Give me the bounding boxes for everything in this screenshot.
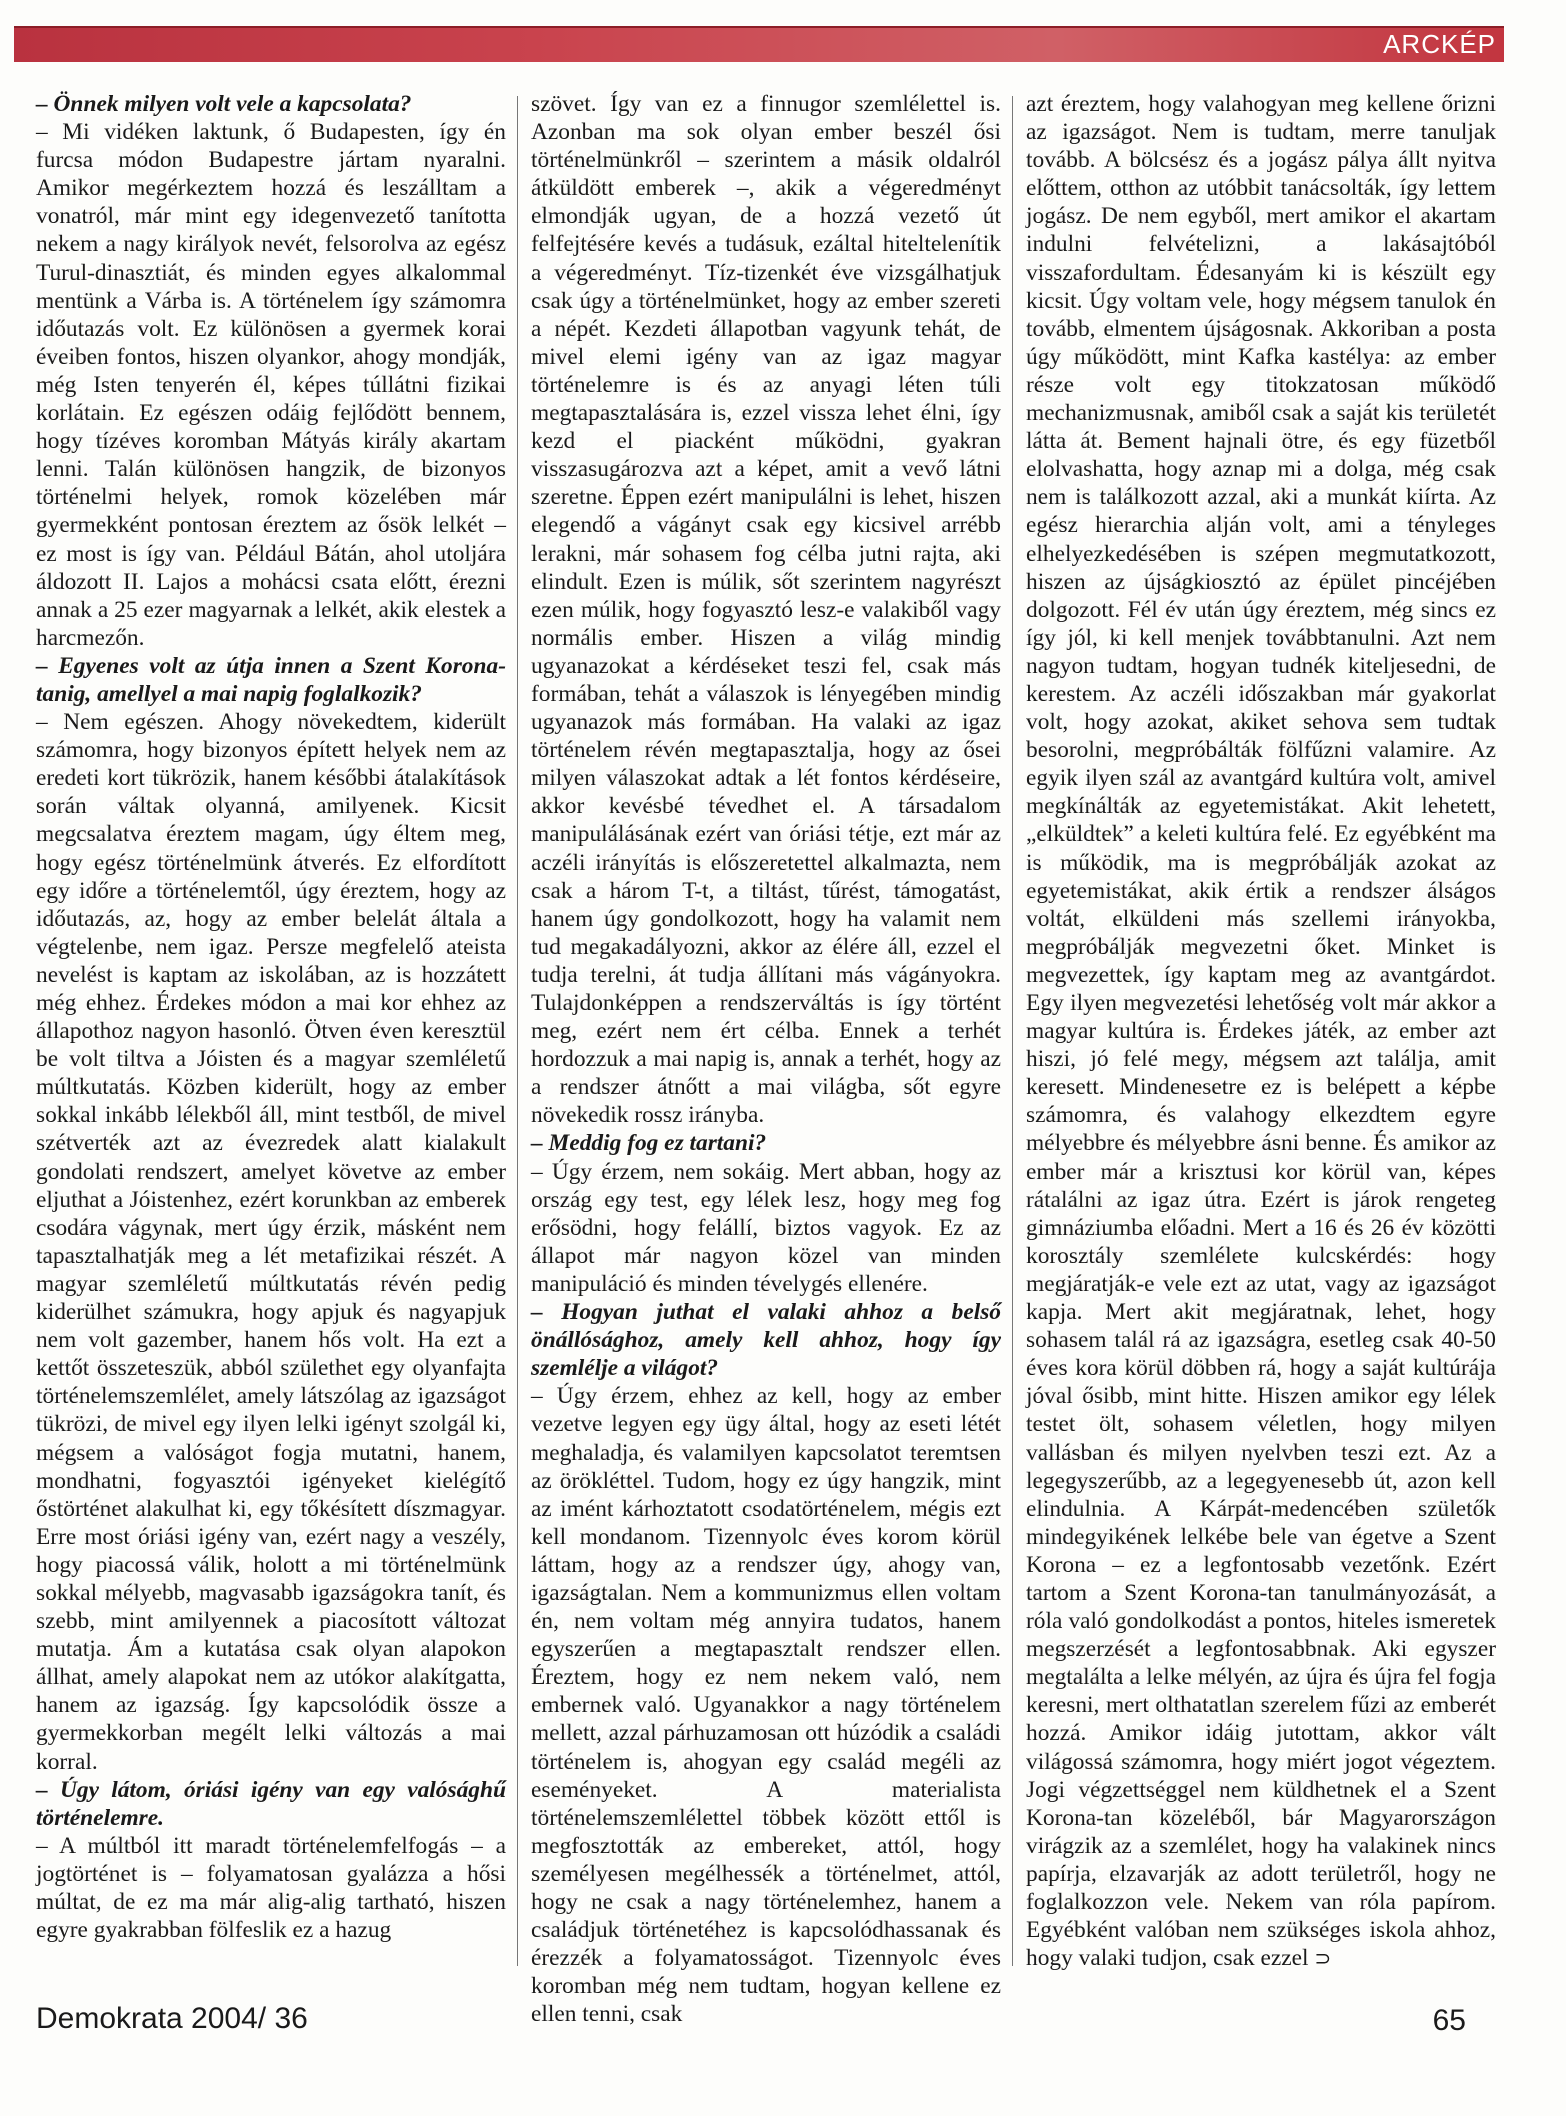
interview-question: – Meddig fog ez tartani?	[531, 1130, 767, 1157]
interview-answer: – Úgy érzem, ehhez az kell, hogy az ember vezetve legyen egy ügy által, hogy az eseti létét meghaladja, és valamilyen kapcsolatot teremtsen az örökléttel. Tudom, hogy ez úgy hangzik, mint az imént kárhoztatott csodatörténelem, mégis ezt kell mondanom. Tizennyolc éves korom körül láttam, hogy az a rendszer úgy, ahogy van, igazságtalan. Nem a kommunizmus ellen voltam én, nem voltam még annyira tudatos, hanem egyszerűen a megtapasztalt rendszer ellen. Éreztem, hogy ez nem nekem való, nem embernek való. Ugyanakkor a nagy történelem mellett, azzal párhuzamosan ott húzódik a családi történelem is, ahogyan egy család megéli az eseményeket. A materialista történelemszemlélettel többek között ettől is megfosztották az embereket, attól, hogy személyesen megélhessék a történelmet, attól, hogy ne csak a nagy történelemhez, hanem a családjuk történetéhez is kapcsolódhassanak és érezzék a folyamatosságot. Tizennyolc éves koromban még nem tudtam, hogyan kellene ez ellen tenni, csak	[531, 1383, 1001, 2028]
interview-answer: – A múltból itt maradt történelemfelfogás – a jogtörténet is – folyamatosan gyalázza a hősi múltat, de ez ma már alig-alig tartható, hiszen egyre gyakrabban fölfeslik ez a hazug	[36, 1832, 506, 1944]
article-column-2	[531, 90, 1001, 2028]
interview-question: – Egyenes volt az útja innen a Szent Korona-tanig, amellyel a mai napig foglalkozik?	[36, 652, 506, 707]
interview-question: – Hogyan juthat el valaki ahhoz a belső önállósághoz, amely kell ahhoz, hogy így szemlélje a világot?	[531, 1299, 1001, 1382]
interview-answer: szövet. Így van ez a finnugor szemlélettel is. Azonban ma sok olyan ember beszél ősi történelmünkről – szerintem a másik oldalról átküldött emberek –, akik a végeredményt elmondják ugyan, de a hozzá vezető út felfejtésére kevés a tudásuk, ezáltal hiteltelenítik a végeredményt. Tíz-tizenkét éve vizsgálhatjuk csak úgy a történelmünket, hogy az ember szereti a népét. Kezdeti állapotban vagyunk tehát, de mivel elemi igény van az igaz magyar történelemre is és az anyagi léten túli megtapasztalására is, ezzel vissza lehet élni, így kezd el piacként működni, gyakran visszasugározva azt a képet, amit a vevő látni szeretne. Éppen ezért manipulálni is lehet, hiszen elegendő a vágányt csak egy kicsivel arrébb lerakni, már sohasem fog célba jutni rajta, aki elindult. Ezen is múlik, sőt szerintem nagyrészt ezen múlik, hogy fogyasztó lesz-e valakiből vagy normális ember. Hiszen a világ mindig ugyanazokat a kérdéseket teszi fel, csak más formában, tehát a válaszok is lényegében mindig ugyanazok más formában. Ha valaki az igaz történelem révén megtapasztalja, hogy az ősei milyen válaszokat adtak a lét fontos kérdéseire, akkor kevésbé tévedhet el. A társadalom manipulálásának ezért van óriási tétje, ezt már az aczéli irányítás is előszeretettel alkalmazta, nem csak a három T-t, a tiltást, tűrést, támogatást, hanem úgy gondolkozott, hogy ha valamit nem tud megakadályozni, akkor az élére áll, ezzel el tudja terelni, át tudja állítani más vágányokra. Tulajdonképpen a rendszerváltás is így történt meg, ezért nem ért célba. Ennek a terhét hordozzuk a mai napig is, annak a terhét, hogy az a rendszer átnőtt a mai világba, sőt egyre növekedik rossz irányba.	[531, 91, 1001, 1129]
page-number: 65	[1432, 2004, 1466, 2037]
article-column-1	[36, 90, 506, 1970]
interview-answer: – Mi vidéken laktunk, ő Budapesten, így én furcsa módon Budapestre jártam nyaralni. Amikor megérkeztem hozzá és leszálltam a vonatról, már mint egy idegenvezető tanította nekem a nagy királyok nevét, felsorolva az egész Turul-dinasztiát, és minden egyes alkalommal mentünk a Várba is. A történelem így számomra időutazás volt. Ez különösen a gyermek korai éveiben fontos, hiszen olyankor, ahogy mondják, még Isten tenyerén él, képes túllátni fizikai korlátain. Ez egészen odáig fejlődött bennem, hogy tízéves koromban Mátyás király akartam lenni. Talán különösen hangzik, de bizonyos történelmi helyek, romok közelében már gyermekként pontosan éreztem az ősök lelkét – ez most is így van. Például Bátán, ahol utoljára áldozott II. Lajos a mohácsi csata előtt, érezni annak a 25 ezer magyarnak a lelkét, akik elestek a harcmezőn.	[36, 119, 506, 651]
interview-question: – Úgy látom, óriási igény van egy valósághű történelemre.	[36, 1776, 506, 1831]
section-header-bar	[14, 26, 1504, 62]
interview-question: – Önnek milyen volt vele a kapcsolata?	[36, 91, 412, 117]
continue-arrow-icon: ⊃	[1314, 1946, 1332, 1971]
publication-info: Demokrata 2004/ 36	[36, 2002, 308, 2035]
interview-answer: – Úgy érzem, nem sokáig. Mert abban, hogy az ország egy test, egy lélek lesz, hogy meg fog erősödni, hogy felállí, biztos vagyok. Ez az állapot már nagyon közel van minden manipuláció és minden tévelygés ellenére.	[531, 1158, 1001, 1297]
article-column-3	[1026, 90, 1496, 1970]
interview-answer: – Nem egészen. Ahogy növekedtem, kiderült számomra, hogy bizonyos épített helyek nem az eredeti kort tükrözik, hanem későbbi átalakítások során váltak olyanná, amilyenek. Kicsit megcsalatva éreztem magam, úgy éltem meg, hogy egész történelmünk átverés. Ez elfordított egy időre a történelemtől, úgy éreztem, hogy az időutazás, az, hogy az ember belelát általa a végtelenbe, nem igaz. Persze megfelelő ateista nevelést is kaptam az iskolában, az is hozzátett még ehhez. Érdekes módon a mai kor ehhez az állapothoz nagyon hasonló. Ötven éven keresztül be volt tiltva a Jóisten és a magyar szemléletű múltkutatás. Közben kiderült, hogy az ember sokkal inkább lélekből áll, mint testből, de mivel szétverték azt az évezredek alatt kialakult gondolati rendszert, amelyet követve az ember eljuthat a Jóistenhez, ezért korunkban az emberek csodára vágynak, mert úgy érzik, másként nem tapasztalhatják meg a lét metafizikai részét. A magyar szemléletű múltkutatás révén pedig kiderülhet számukra, hogy apjuk és nagyapjuk nem volt gazember, hanem hős volt. Ha ezt a kettőt összeteszük, abból születhet egy olyanfajta történelemszemlélet, amely látszólag az igazságot tükrözi, de mivel egy ilyen lelki igényt szolgál ki, mégsem a valóságot fogja mutatni, hanem, mondhatni, fogyasztói igényeket kielégítő őstörténet alakulhat ki, egy tőkésített díszmagyar. Erre most óriási igény van, ezért nagy a veszély, hogy piacossá válik, holott a mi történelmünk sokkal mélyebb, magvasabb igazságokra tanít, és szebb, mint amilyennek a piacosított változat mutatja. Ám a kutatása csak olyan alapokon állhat, amely alapokat nem az utókor alakítgatta, hanem az igazság. Így kapcsolódik össze a gyermekkorban megélt lelki változás a mai korral.	[36, 709, 506, 1775]
section-label: ARCKÉP	[1383, 29, 1496, 59]
interview-answer	[1026, 90, 1496, 1972]
final-answer-text: azt éreztem, hogy valahogyan meg kellene őrizni az igazságot. Nem is tudtam, merre tanuljak tovább. A bölcsész és a jogász pálya állt nyitva előttem, otthon az utóbbit tanácsolták, így lettem jogász. De nem egyből, mert amikor el akartam indulni felvételizni, a lakásajtóból visszafordultam. Édesanyám ki is készült egy kicsit. Úgy voltam vele, hogy mégsem tanulok én tovább, elmentem újságosnak. Akkoriban a posta úgy működött, mint Kafka kastélya: az ember része volt egy titokzatosan működő mechanizmusnak, amiből csak a saját kis területét látta át. Bement hajnali ötre, és egy füzetből elolvashatta, hogy aznap mi a dolga, még csak nem is találkozott azzal, aki a munkát kiírta. Az egész hierarchia alján volt, ami a tényleges elhelyezkedésében is szépen megmutatkozott, hiszen az újságkiosztó az épület pincéjében dolgozott. Fél év után úgy éreztem, még sincs ez így jól, ki kell menjek továbbtanulni. Azt nem nagyon tudtam, hogyan tudnék kiteljesedni, de kerestem. Az aczéli időszakban már gyakorlat volt, hogy azokat, akiket sehova sem tudtak besorolni, megpróbálták fölfűzni valamire. Az egyik ilyen szál az avantgárd kultúra volt, amivel megkínálták az egyetemistákat. Akit lehetett, „elküldtek” a keleti kultúra felé. Ez egyébként ma is működik, ma is megpróbálják azokat az egyetemistákat, akik értik a rendszer álságos voltát, elküldeni más szellemi irányokba, megpróbálják megvezetni őket. Minket is megvezettek, így kaptam meg az avantgárdot. Egy ilyen megvezetési lehetőség volt már akkor a magyar kultúra is. Érdekes játék, az ember azt hiszi, jó felé megy, mégsem azt találja, amit keresett. Mindenesetre ez is belépett a képbe számomra, és valahogy elkezdtem egyre mélyebbre és mélyebbre ásni benne. És amikor az ember már a krisztusi kor körül van, képes rátalálni az igaz útra. Ezért is járok rengeteg gimnáziumba előadni. Mert a 16 és 26 év közötti korosztály szemlélete kulcskérdés: hogy megjáratják-e vele ezt az utat, vagy az igazságot kapja. Mert akit megjáratnak, lehet, hogy sohasem talál rá az igazságra, esetleg csak 40-50 éves kora körül döbben rá, hogy a saját kultúrája jóval ősibb, mint hitte. Hiszen amikor egy lélek testet ölt, sohasem véletlen, hogy milyen vallásban és milyen nyelvben teszi ezt. Az a legegyszerűbb, az a legegyenesebb út, azon kell elindulnia. A Kárpát-medencében születők mindegyikének lelkébe bele van égetve a Szent Korona – ez a legfontosabb vezetőnk. Ezért tartom a Szent Korona-tan tanulmányozását, a róla való gondolkodást a pontos, hiteles ismeretek megszerzését a legfontosabbnak. Aki egyszer megtalálta a lelke mélyén, az újra és újra fel fogja keresni, mert olthatatlan szerelem fűzi az emberét hozzá. Amikor idáig jutottam, akkor vált világossá számomra, hogy miért jogot végeztem. Jogi végzettséggel nem küldhetnek el a Szent Korona-tan közeléből, bár Magyarországon virágzik az a szemlélet, hogy ha valakinek nincs papírja, elzavarják az adott területről, hogy ne foglalkozzon vele. Nekem van róla papírom. Egyébként valóban nem szükséges iskola ahhoz, hogy valaki tudjon, csak ezzel	[1026, 91, 1496, 1972]
